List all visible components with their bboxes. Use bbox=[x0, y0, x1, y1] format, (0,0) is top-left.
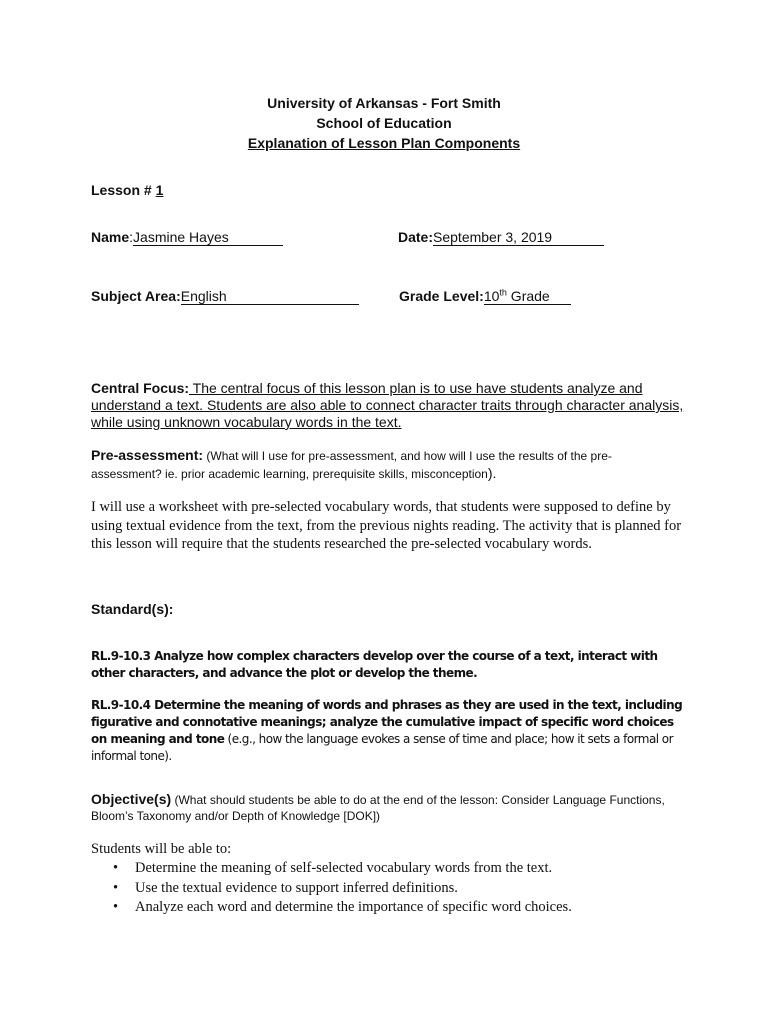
pre-assessment-section bbox=[91, 447, 651, 483]
lesson-label: Lesson # bbox=[91, 182, 156, 198]
list-item bbox=[113, 859, 572, 879]
subject-area-label: Subject Area: bbox=[91, 288, 181, 304]
objective-text: Analyze each word and determine the importance of specific word choices. bbox=[135, 899, 572, 915]
list-item bbox=[113, 879, 572, 899]
standard-rl-9-10-4 bbox=[91, 697, 691, 765]
grade-level-label: Grade Level: bbox=[399, 288, 484, 304]
standard-code: RL.9-10.3 bbox=[91, 649, 151, 663]
objectives-prompt: (What should students be able to do at the end of the lesson: Consider Language Functions, Bloom’s Taxonomy and/or Depth of Knowledge [DOK]) bbox=[91, 793, 665, 823]
objectives-list bbox=[113, 859, 572, 918]
name-value: Jasmine Hayes bbox=[133, 230, 283, 246]
bullet-icon: • bbox=[113, 899, 119, 915]
grade-level-field bbox=[399, 288, 571, 305]
objectives-intro: Students will be able to: bbox=[91, 841, 232, 857]
standards-heading: Standard(s): bbox=[91, 601, 174, 617]
school-name: School of Education bbox=[316, 115, 452, 131]
standard-code: RL.9-10.4 bbox=[91, 698, 151, 712]
central-focus-section bbox=[91, 380, 691, 431]
objectives-label: Objective(s) bbox=[91, 791, 172, 807]
standard-rl-9-10-3 bbox=[91, 648, 691, 682]
name-field: Name:Jasmine Hayes bbox=[91, 229, 283, 246]
objectives-section bbox=[91, 792, 691, 824]
university-name: University of Arkansas - Fort Smith bbox=[267, 95, 501, 111]
lesson-number-line bbox=[91, 182, 163, 198]
objective-text: Use the textual evidence to support inferred definitions. bbox=[135, 879, 458, 896]
central-focus-label: Central Focus: bbox=[91, 380, 190, 396]
central-focus-text: The central focus of this lesson plan is to use have students analyze and understand a text. Students are also able to connect character traits through character analysis, while using unknown vocabulary words in the text. bbox=[91, 380, 684, 430]
name-label: Name bbox=[91, 229, 130, 245]
grade-level-value: 10th Grade bbox=[484, 289, 571, 305]
standard-text: Determine the meaning of words and phrases as they are used in the text, including figurative and connotative meanings; analyze the cumulative impact of specific word choices on meaning and tone bbox=[91, 698, 683, 746]
subject-area-value: English bbox=[181, 289, 359, 305]
document-header bbox=[0, 93, 768, 153]
bullet-icon: • bbox=[113, 860, 119, 876]
list-item bbox=[113, 898, 572, 918]
pre-assessment-label: Pre-assessment: bbox=[91, 447, 204, 463]
pre-assessment-prompt: (What will I use for pre-assessment, and how will I use the results of the pre-assessment? ie. prior academic learning, prerequisite skills, misconception bbox=[91, 449, 612, 481]
date-label: Date: bbox=[398, 229, 434, 245]
bullet-icon: • bbox=[113, 879, 119, 896]
date-field bbox=[398, 229, 604, 246]
pre-assessment-prompt-end: ). bbox=[487, 465, 497, 481]
standard-text: Analyze how complex characters develop over the course of a text, interact with other characters, and advance the plot or develop the theme. bbox=[91, 649, 658, 680]
lesson-number: 1 bbox=[155, 182, 164, 198]
pre-assessment-body: I will use a worksheet with pre-selected vocabulary words, that students were supposed to define by using textual evidence from the text, from the previous nights reading. The activity that is planned for this lesson will require that the students researched the pre-selected vocabulary words. bbox=[91, 499, 682, 552]
document-title: Explanation of Lesson Plan Components bbox=[247, 135, 521, 151]
standard-text-plain: (e.g., how the language evokes a sense of time and place; how it sets a formal or informal tone). bbox=[91, 732, 673, 763]
date-value: September 3, 2019 bbox=[433, 230, 604, 246]
subject-area-field bbox=[91, 288, 359, 305]
objective-text: Determine the meaning of self-selected vocabulary words from the text. bbox=[135, 860, 553, 876]
